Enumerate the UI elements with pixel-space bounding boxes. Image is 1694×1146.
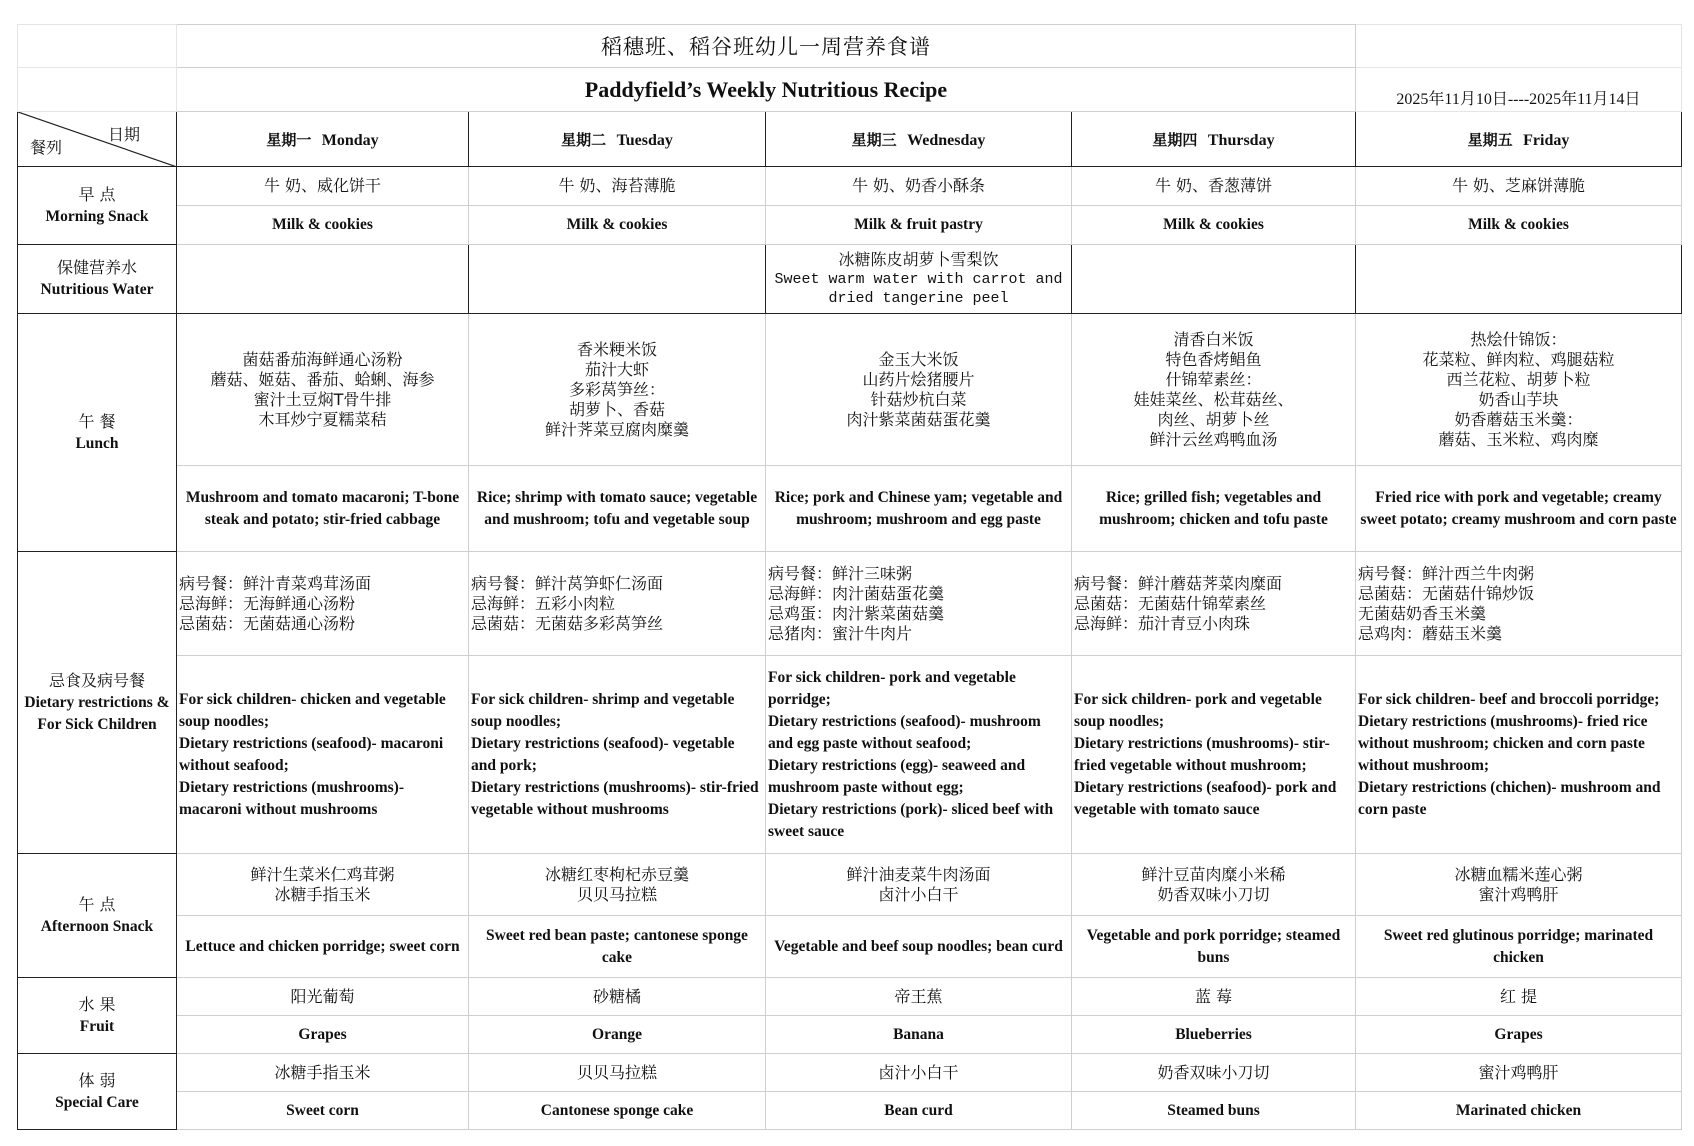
- water-cell-wednesday: [766, 245, 1072, 314]
- lunch-en: Fried rice with pork and vegetable; creamy sweet potato; creamy mushroom and corn paste: [1356, 466, 1682, 552]
- morning-en: Milk & cookies: [469, 206, 766, 245]
- category-en: Dietary restrictions & For Sick Children: [24, 693, 170, 733]
- day-zh: 星期四: [1152, 130, 1198, 149]
- lunch-zh: 金玉大米饭 山药片烩猪腰片 针菇炒杭白菜 肉汁紫菜菌菇蛋花羹: [766, 314, 1072, 466]
- morning-zh: 牛 奶、海苔薄脆: [469, 167, 766, 206]
- category-special-care: [18, 1054, 177, 1130]
- day-header-friday: [1356, 112, 1682, 167]
- day-zh: 星期二: [561, 130, 607, 149]
- afternoon-en: Lettuce and chicken porridge; sweet corn: [177, 916, 469, 978]
- category-dietary: [18, 552, 177, 854]
- fruit-en: Blueberries: [1072, 1016, 1356, 1054]
- diet-en: For sick children- beef and broccoli porridge; Dietary restrictions (mushrooms)- fried rice without mushroom; chicken and corn paste without mushroom; Dietary restrictions (chichen)- mushroom and corn paste: [1356, 656, 1682, 854]
- lunch-zh: 香米粳米饭 茄汁大虾 多彩莴笋丝： 胡萝卜、香菇 鲜汁荠菜豆腐肉糜羹: [469, 314, 766, 466]
- category-nutritious-water: [18, 245, 177, 314]
- category-zh: 午 餐: [78, 411, 116, 431]
- category-en: Afternoon Snack: [40, 917, 154, 935]
- category-en: Special Care: [55, 1093, 139, 1111]
- day-zh: 星期三: [851, 130, 897, 149]
- special-zh: 蜜汁鸡鸭肝: [1356, 1054, 1682, 1092]
- category-fruit: [18, 978, 177, 1054]
- fruit-en: Grapes: [177, 1016, 469, 1054]
- recipe-table: [17, 24, 1682, 1130]
- category-zh: 水 果: [78, 994, 116, 1014]
- fruit-zh: 砂糖橘: [469, 978, 766, 1016]
- diet-zh: 病号餐：鲜汁莴笋虾仁汤面 忌海鲜：五彩小肉粒 忌菌菇：无菌菇多彩莴笋丝: [469, 552, 766, 656]
- water-cell: [1072, 245, 1356, 314]
- fruit-en: Orange: [469, 1016, 766, 1054]
- lunch-zh: 清香白米饭 特色香烤鲳鱼 什锦荤素丝： 娃娃菜丝、松茸菇丝、 肉丝、胡萝卜丝 鲜汁云丝鸡鸭血汤: [1072, 314, 1356, 466]
- afternoon-zh: 鲜汁油麦菜牛肉汤面 卤汁小白干: [766, 854, 1072, 916]
- water-cell: [469, 245, 766, 314]
- diet-zh: 病号餐：鲜汁西兰牛肉粥 忌菌菇：无菌菇什锦炒饭 无菌菇奶香玉米羹 忌鸡肉：蘑菇玉米羹: [1356, 552, 1682, 656]
- fruit-zh: 蓝 莓: [1072, 978, 1356, 1016]
- diet-en: For sick children- pork and vegetable porridge; Dietary restrictions (seafood)- mushroom and egg paste without seafood; Dietary restrictions (egg)- seaweed and mushroom paste without egg; Dietary restrictions (pork)- sliced beef with sweet sauce: [766, 656, 1072, 854]
- afternoon-zh: 鲜汁豆苗肉糜小米稀 奶香双味小刀切: [1072, 854, 1356, 916]
- fruit-zh: 阳光葡萄: [177, 978, 469, 1016]
- morning-zh: 牛 奶、香葱薄饼: [1072, 167, 1356, 206]
- afternoon-zh: 冰糖红枣枸杞赤豆羹 贝贝马拉糕: [469, 854, 766, 916]
- category-lunch: [18, 314, 177, 552]
- afternoon-zh: 鲜汁生菜米仁鸡茸粥 冰糖手指玉米: [177, 854, 469, 916]
- day-zh: 星期五: [1467, 130, 1513, 149]
- category-zh: 忌食及病号餐: [48, 670, 145, 690]
- day-header-thursday: [1072, 112, 1356, 167]
- water-cell: [177, 245, 469, 314]
- diet-zh: 病号餐：鲜汁三味粥 忌海鲜：肉汁菌菇蛋花羹 忌鸡蛋：肉汁紫菜菌菇羹 忌猪肉：蜜汁牛肉片: [766, 552, 1072, 656]
- category-en: Morning Snack: [45, 207, 149, 225]
- special-zh: 冰糖手指玉米: [177, 1054, 469, 1092]
- lunch-en: Rice; pork and Chinese yam; vegetable and mushroom; mushroom and egg paste: [766, 466, 1072, 552]
- fruit-en: Banana: [766, 1016, 1072, 1054]
- category-en: Lunch: [75, 434, 119, 452]
- morning-zh: 牛 奶、奶香小酥条: [766, 167, 1072, 206]
- category-zh: 保健营养水: [56, 258, 137, 277]
- diet-en: For sick children- pork and vegetable soup noodles; Dietary restrictions (mushrooms)- stir-fried vegetable without mushroom; Dietary restrictions (seafood)- pork and vegetable with tomato sauce: [1072, 656, 1356, 854]
- category-zh: 体 弱: [78, 1070, 116, 1090]
- day-header-monday: [177, 112, 469, 167]
- category-afternoon-snack: [18, 854, 177, 978]
- fruit-zh: 帝王蕉: [766, 978, 1072, 1016]
- category-en: Nutritious Water: [40, 281, 154, 298]
- day-en: Wednesday: [907, 131, 986, 149]
- corner-meal-label: 餐列: [30, 138, 63, 157]
- water-cell: [1356, 245, 1682, 314]
- morning-zh: 牛 奶、威化饼干: [177, 167, 469, 206]
- special-en: Marinated chicken: [1356, 1092, 1682, 1130]
- day-en: Tuesday: [616, 131, 673, 149]
- water-zh: 冰糖陈皮胡萝卜雪梨饮: [838, 250, 999, 269]
- day-header-tuesday: [469, 112, 766, 167]
- morning-en: Milk & cookies: [1072, 206, 1356, 245]
- blank-cell: [18, 25, 177, 68]
- lunch-en: Rice; grilled fish; vegetables and mushroom; chicken and tofu paste: [1072, 466, 1356, 552]
- category-morning-snack: [18, 167, 177, 245]
- fruit-en: Grapes: [1356, 1016, 1682, 1054]
- diet-en: For sick children- shrimp and vegetable soup noodles; Dietary restrictions (seafood)- vegetable and pork; Dietary restrictions (mushrooms)- stir-fried vegetable without mushrooms: [469, 656, 766, 854]
- special-en: Sweet corn: [177, 1092, 469, 1130]
- corner-date-label: 日期: [107, 125, 140, 144]
- lunch-en: Rice; shrimp with tomato sauce; vegetable and mushroom; tofu and vegetable soup: [469, 466, 766, 552]
- afternoon-en: Vegetable and beef soup noodles; bean curd: [766, 916, 1072, 978]
- day-en: Monday: [321, 131, 379, 149]
- category-zh: 早 点: [78, 184, 116, 204]
- morning-en: Milk & cookies: [1356, 206, 1682, 245]
- lunch-en: Mushroom and tomato macaroni; T-bone steak and potato; stir-fried cabbage: [177, 466, 469, 552]
- lunch-zh: 热烩什锦饭： 花菜粒、鲜肉粒、鸡腿菇粒 西兰花粒、胡萝卜粒 奶香山芋块 奶香蘑菇玉米羹： 蘑菇、玉米粒、鸡肉糜: [1356, 314, 1682, 466]
- day-zh: 星期一: [266, 130, 312, 149]
- category-en: Fruit: [79, 1017, 115, 1035]
- date-range: 2025年11月10日----2025年11月14日: [1356, 68, 1682, 112]
- afternoon-en: Vegetable and pork porridge; steamed buns: [1072, 916, 1356, 978]
- page-subtitle: Paddyfield’s Weekly Nutritious Recipe: [177, 68, 1356, 112]
- afternoon-zh: 冰糖血糯米莲心粥 蜜汁鸡鸭肝: [1356, 854, 1682, 916]
- day-en: Thursday: [1207, 131, 1275, 149]
- special-en: Steamed buns: [1072, 1092, 1356, 1130]
- corner-header: [18, 112, 177, 167]
- category-zh: 午 点: [78, 894, 116, 914]
- special-en: Bean curd: [766, 1092, 1072, 1130]
- afternoon-en: Sweet red glutinous porridge; marinated chicken: [1356, 916, 1682, 978]
- lunch-zh: 菌菇番茄海鲜通心汤粉 蘑菇、姬菇、番茄、蛤蜊、海参 蜜汁土豆焖T骨牛排 木耳炒宁夏糯菜秸: [177, 314, 469, 466]
- special-zh: 奶香双味小刀切: [1072, 1054, 1356, 1092]
- blank-cell: [1356, 25, 1682, 68]
- water-en: Sweet warm water with carrot and dried tangerine peel: [774, 271, 1063, 307]
- morning-en: Milk & cookies: [177, 206, 469, 245]
- fruit-zh: 红 提: [1356, 978, 1682, 1016]
- special-zh: 卤汁小白干: [766, 1054, 1072, 1092]
- diet-zh: 病号餐：鲜汁青菜鸡茸汤面 忌海鲜：无海鲜通心汤粉 忌菌菇：无菌菇通心汤粉: [177, 552, 469, 656]
- diet-zh: 病号餐：鲜汁蘑菇荠菜肉糜面 忌菌菇：无菌菇什锦荤素丝 忌海鲜：茄汁青豆小肉珠: [1072, 552, 1356, 656]
- day-en: Friday: [1523, 131, 1570, 149]
- morning-en: Milk & fruit pastry: [766, 206, 1072, 245]
- blank-cell: [18, 68, 177, 112]
- afternoon-en: Sweet red bean paste; cantonese sponge cake: [469, 916, 766, 978]
- morning-zh: 牛 奶、芝麻饼薄脆: [1356, 167, 1682, 206]
- special-en: Cantonese sponge cake: [469, 1092, 766, 1130]
- diet-en: For sick children- chicken and vegetable soup noodles; Dietary restrictions (seafood)- macaroni without seafood; Dietary restrictions (mushrooms)- macaroni without mushrooms: [177, 656, 469, 854]
- page-title: 稻穗班、稻谷班幼儿一周营养食谱: [177, 25, 1356, 68]
- day-header-wednesday: [766, 112, 1072, 167]
- special-zh: 贝贝马拉糕: [469, 1054, 766, 1092]
